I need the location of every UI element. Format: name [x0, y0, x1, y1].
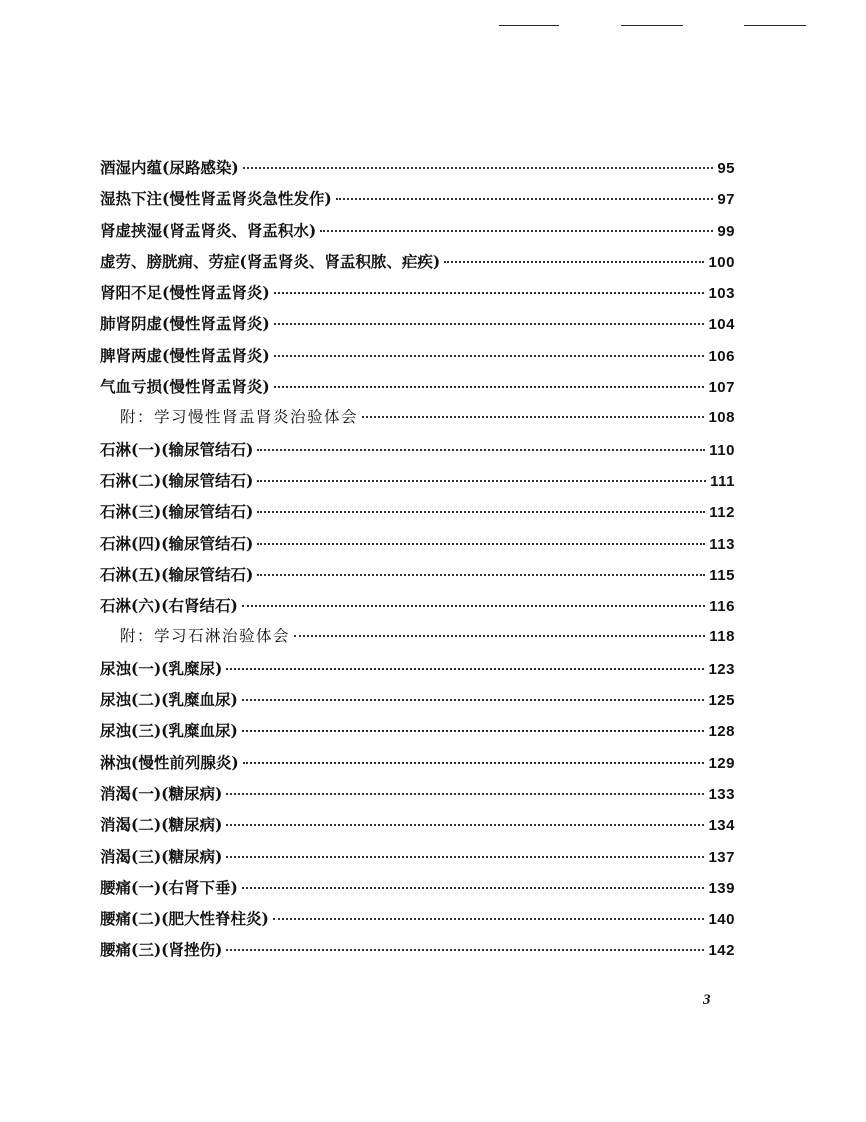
toc-dot-leader [274, 292, 705, 294]
toc-dot-leader [257, 511, 705, 513]
toc-entry[interactable] [100, 340, 735, 371]
toc-entry-title: 湿热下注(慢性肾盂肾炎急性发作) [100, 189, 332, 209]
toc-entry-title: 肾阳不足(慢性肾盂肾炎) [100, 283, 270, 303]
toc-dot-leader [257, 480, 706, 482]
toc-entry-page: 140 [708, 911, 735, 929]
toc-entry[interactable] [100, 809, 735, 840]
toc-entry-title: 石淋(六)(右肾结石) [100, 596, 238, 616]
toc-entry[interactable] [100, 841, 735, 872]
table-of-contents [100, 152, 735, 966]
toc-entry[interactable] [100, 715, 735, 746]
toc-entry[interactable] [100, 183, 735, 214]
toc-entry[interactable] [100, 215, 735, 246]
toc-entry-title: 腰痛(三)(肾挫伤) [100, 940, 223, 960]
toc-entry-page: 106 [708, 347, 735, 365]
toc-entry[interactable] [100, 747, 735, 778]
toc-entry-title: 消渴(一)(糖尿病) [100, 783, 223, 803]
toc-entry-title: 虚劳、膀胱痈、劳症(肾盂肾炎、肾盂积脓、疟疾) [100, 251, 441, 271]
toc-entry-title: 尿浊(一)(乳糜尿) [100, 658, 223, 678]
toc-dot-leader [242, 730, 705, 732]
toc-dot-leader [257, 449, 705, 451]
toc-entry-title: 酒湿内蕴(尿路感染) [100, 158, 239, 177]
toc-entry-page: 97 [717, 191, 735, 209]
toc-dot-leader [274, 323, 705, 325]
toc-entry-page: 107 [708, 379, 735, 397]
toc-entry[interactable] [100, 308, 735, 339]
toc-entry-page: 142 [708, 942, 735, 960]
toc-entry[interactable] [100, 434, 735, 465]
toc-entry[interactable] [100, 559, 735, 590]
toc-entry-title: 尿浊(三)(乳糜血尿) [100, 721, 238, 741]
toc-entry[interactable] [100, 934, 735, 965]
toc-dot-leader [242, 887, 705, 889]
toc-entry-title: 石淋(二)(输尿管结石) [100, 470, 254, 490]
toc-entry-page: 99 [717, 222, 735, 240]
toc-entry-page: 115 [709, 566, 735, 584]
toc-entry-title: 石淋(一)(输尿管结石) [100, 439, 254, 459]
toc-entry-page: 108 [708, 409, 735, 427]
toc-entry-page: 95 [717, 160, 735, 177]
toc-entry[interactable] [100, 778, 735, 809]
toc-dot-leader [243, 762, 705, 764]
toc-entry[interactable] [100, 371, 735, 402]
toc-entry[interactable] [100, 590, 735, 621]
toc-dot-leader [243, 167, 714, 169]
toc-entry[interactable] [100, 277, 735, 308]
toc-entry[interactable] [100, 872, 735, 903]
toc-entry-title: 脾肾两虚(慢性肾盂肾炎) [100, 345, 270, 365]
toc-entry-page: 110 [709, 441, 735, 459]
top-rule-1 [499, 25, 559, 26]
toc-entry-title: 石淋(四)(输尿管结石) [100, 533, 254, 553]
toc-dot-leader [444, 261, 704, 263]
toc-entry-title: 肾虚挟湿(肾盂肾炎、肾盂积水) [100, 220, 317, 240]
toc-dot-leader [274, 386, 705, 388]
page-number: 3 [703, 992, 711, 1008]
toc-entry-title: 腰痛(二)(肥大性脊柱炎) [100, 909, 269, 929]
toc-entry-page: 113 [709, 535, 735, 553]
toc-dot-leader [226, 949, 704, 951]
toc-entry[interactable] [100, 152, 735, 183]
toc-dot-leader [320, 230, 713, 232]
toc-entry-title: 附：学习石淋治验体会 [120, 627, 291, 646]
toc-entry-page: 100 [708, 253, 735, 271]
toc-entry-title: 附：学习慢性肾盂肾炎治验体会 [120, 408, 359, 427]
toc-entry[interactable] [100, 684, 735, 715]
toc-entry-page: 133 [708, 785, 735, 803]
toc-entry-title: 淋浊(慢性前列腺炎) [100, 752, 239, 772]
top-rule-2 [621, 25, 683, 26]
toc-entry-page: 137 [708, 848, 735, 866]
toc-entry-title: 尿浊(二)(乳糜血尿) [100, 690, 238, 710]
toc-dot-leader [242, 605, 705, 607]
toc-dot-leader [257, 543, 705, 545]
toc-dot-leader [242, 699, 705, 701]
toc-entry-title: 腰痛(一)(右肾下垂) [100, 877, 238, 897]
toc-dot-leader [274, 355, 705, 357]
toc-entry-page: 118 [709, 628, 735, 646]
toc-dot-leader [273, 918, 705, 920]
toc-entry[interactable] [100, 246, 735, 277]
toc-entry-page: 125 [708, 692, 735, 710]
toc-entry-page: 111 [710, 472, 735, 490]
toc-entry[interactable] [100, 528, 735, 559]
toc-entry-appendix[interactable] [100, 621, 735, 652]
toc-entry-title: 消渴(二)(糖尿病) [100, 815, 223, 835]
toc-entry-page: 116 [709, 598, 735, 616]
toc-entry-appendix[interactable] [100, 402, 735, 433]
toc-entry-page: 139 [708, 879, 735, 897]
toc-entry[interactable] [100, 465, 735, 496]
toc-dot-leader [257, 574, 705, 576]
toc-entry-title: 消渴(三)(糖尿病) [100, 846, 223, 866]
toc-dot-leader [362, 416, 704, 418]
toc-dot-leader [294, 635, 705, 637]
toc-entry-page: 104 [708, 316, 735, 334]
toc-entry-page: 134 [708, 817, 735, 835]
toc-dot-leader [226, 793, 704, 795]
toc-entry-page: 128 [708, 723, 735, 741]
toc-entry-page: 129 [708, 754, 735, 772]
toc-entry[interactable] [100, 496, 735, 527]
toc-dot-leader [336, 198, 714, 200]
toc-dot-leader [226, 824, 704, 826]
toc-entry[interactable] [100, 653, 735, 684]
toc-dot-leader [226, 856, 704, 858]
toc-entry-title: 肺肾阴虚(慢性肾盂肾炎) [100, 314, 270, 334]
toc-entry-title: 石淋(三)(输尿管结石) [100, 502, 254, 522]
top-rule-3 [744, 25, 806, 26]
toc-entry-page: 103 [708, 285, 735, 303]
toc-entry[interactable] [100, 903, 735, 934]
toc-entry-title: 气血亏损(慢性肾盂肾炎) [100, 377, 270, 397]
toc-entry-title: 石淋(五)(输尿管结石) [100, 564, 254, 584]
toc-entry-page: 112 [709, 504, 735, 522]
toc-dot-leader [226, 668, 704, 670]
toc-entry-page: 123 [708, 660, 735, 678]
